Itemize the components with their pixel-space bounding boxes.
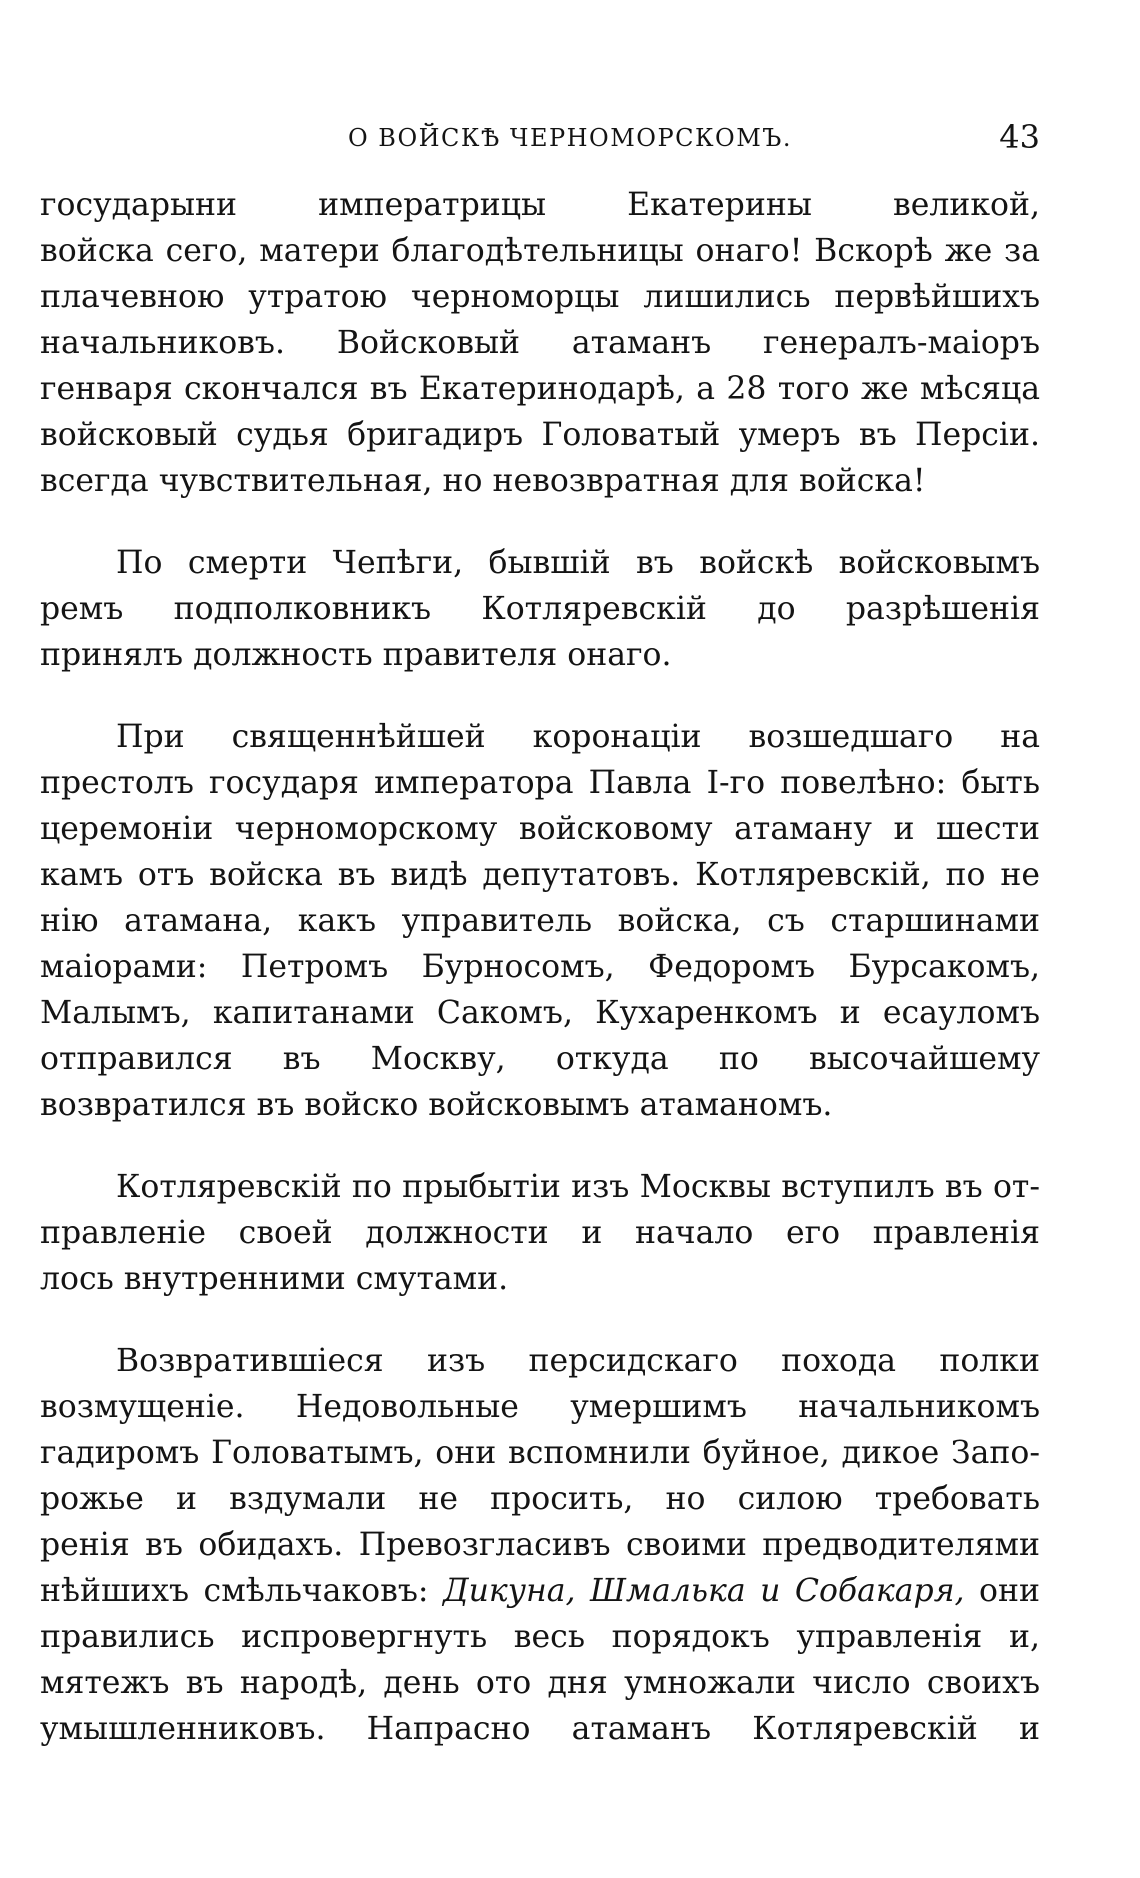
- text-line: умышленниковъ. Напрасно атаманъ Котляревскій и: [40, 1711, 1040, 1747]
- text-line: нѣйшихъ смѣльчаковъ: Дикуна, Шмалька и Собакаря, они: [40, 1573, 1040, 1609]
- paragraph-2: [40, 540, 1040, 678]
- paragraph-4: [40, 1164, 1040, 1302]
- text-line: Малымъ, капитанами Сакомъ, Кухаренкомъ и есауломъ: [40, 995, 1040, 1031]
- text-line: ренія въ обидахъ. Превозгласивъ своими предводителями: [40, 1527, 1040, 1563]
- text-line: плачевною утратою черноморцы лишились первѣйшихъ: [40, 279, 1040, 315]
- book-page: [40, 0, 1040, 1878]
- text-line: всегда чувствительная, но невозвратная для войска!: [40, 463, 926, 499]
- text-line: войска сего, матери благодѣтельницы онаго! Вскорѣ же за: [40, 233, 1040, 269]
- text-line: генваря скончался въ Екатеринодарѣ, а 28 того же мѣсяца: [40, 371, 1040, 407]
- text-line: лось внутренними смутами.: [40, 1261, 509, 1297]
- page-number: 43: [999, 118, 1040, 156]
- text-line: ремъ подполковникъ Котляревскій до разрѣшенія: [40, 591, 1040, 627]
- text-line: возвратился въ войско войсковымъ атаманомъ.: [40, 1087, 833, 1123]
- text-line: государыни императрицы Екатерины великой,: [40, 187, 1040, 223]
- text-line: При священнѣйшей коронаціи возшедшаго на: [116, 719, 1040, 755]
- text-line: нію атамана, какъ управитель войска, съ старшинами: [40, 903, 1040, 939]
- text-line: престолъ государя императора Павла I-го повелѣно: быть: [40, 765, 1040, 801]
- text-line: войсковый судья бригадиръ Головатый умеръ въ Персіи.: [40, 417, 1040, 453]
- text-line: возмущеніе. Недовольные умершимъ начальникомъ: [40, 1389, 1040, 1425]
- text-line: правленіе своей должности и начало его правленія: [40, 1215, 1040, 1251]
- text-line: правились испровергнуть весь порядокъ управленія и,: [40, 1619, 1040, 1655]
- italic-names: Дикуна, Шмалька и Собакаря,: [442, 1573, 965, 1609]
- text-line: принялъ должность правителя онаго.: [40, 637, 672, 673]
- text-line: маіорами: Петромъ Бурносомъ, Федоромъ Бурсакомъ,: [40, 949, 1040, 985]
- text-line: отправился въ Москву, откуда по высочайшему: [40, 1041, 1040, 1077]
- paragraph-5: [40, 1338, 1040, 1752]
- running-title: О ВОЙСКѢ ЧЕРНОМОРСКОМЪ.: [348, 124, 792, 152]
- text-line: гадиромъ Головатымъ, они вспомнили буйное, дикое Запо-: [40, 1435, 1040, 1471]
- text-line: По смерти Чепѣги, бывшій въ войскѣ войсковымъ: [116, 545, 1040, 581]
- body-text: [40, 182, 1040, 1752]
- text-line: мятежъ въ народѣ, день ото дня умножали число своихъ: [40, 1665, 1040, 1701]
- text-line: рожье и вздумали не просить, но силою требовать: [40, 1481, 1040, 1517]
- text-line: церемоніи черноморскому войсковому атаману и шести: [40, 811, 1040, 847]
- text-line: начальниковъ. Войсковый атаманъ генералъ-маіоръ: [40, 325, 1040, 361]
- paragraph-3: [40, 714, 1040, 1128]
- text-line: Котляревскій по прыбытіи изъ Москвы вступилъ въ от-: [116, 1169, 1040, 1205]
- paragraph-1: [40, 182, 1040, 504]
- running-head: [40, 118, 1040, 162]
- text-line: камъ отъ войска въ видѣ депутатовъ. Котляревскій, по не: [40, 857, 1040, 893]
- text-line: Возвратившіеся изъ персидскаго похода полки: [116, 1343, 1040, 1379]
